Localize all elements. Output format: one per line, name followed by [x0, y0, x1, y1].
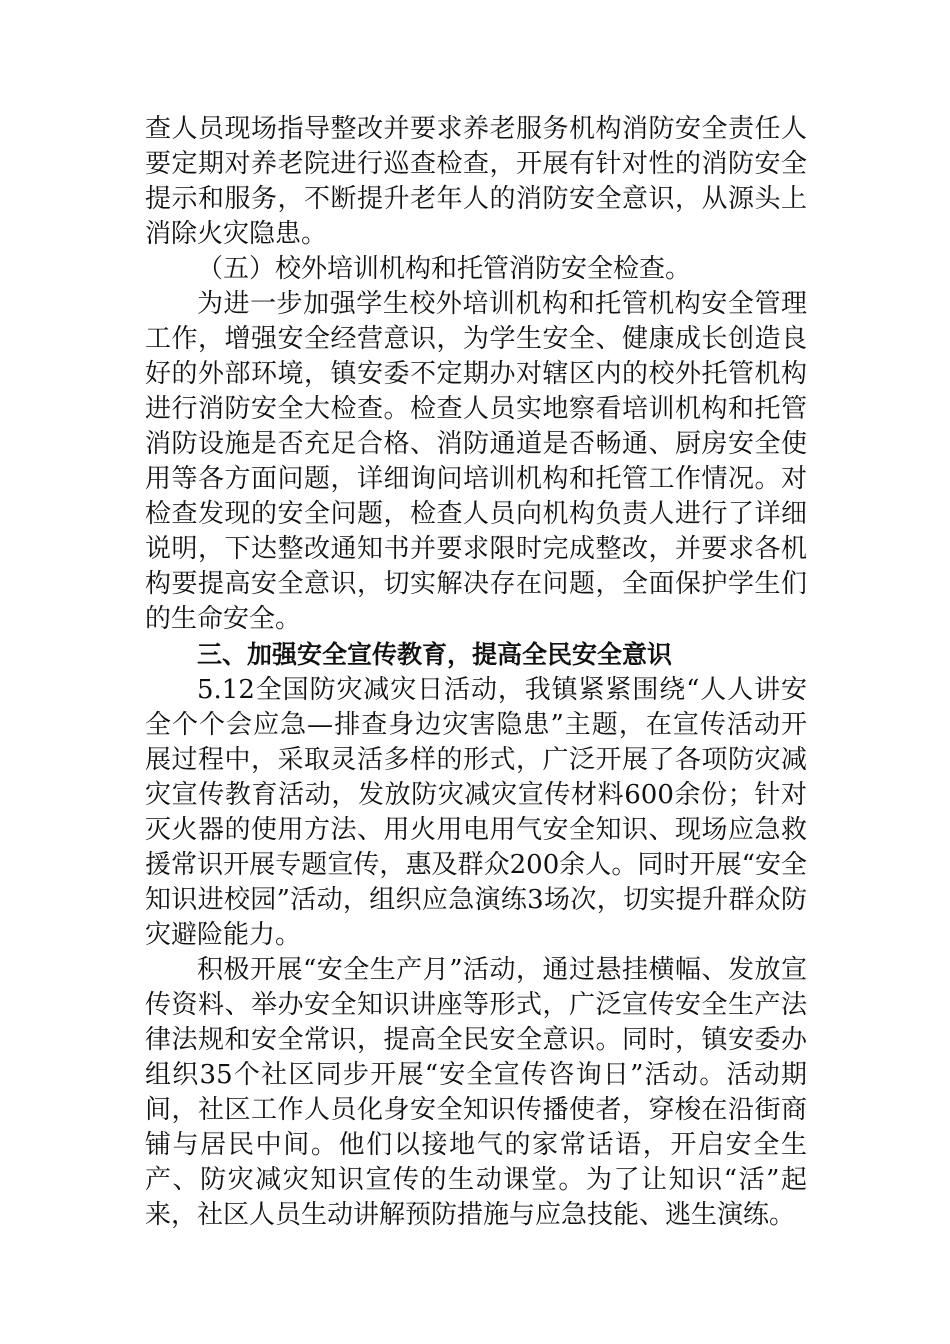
paragraph-training-inspection: 为进一步加强学生校外培训机构和托管机构安全管理工作，增强安全经营意识，为学生安全、健康成长创造良好的外部环境，镇安委不定期办对辖区内的校外托管机构进行消防安全大检查。检查人员实地察看培训机构和托管消防设施是否充足合格、消防通道是否畅通、厨房安全使用等各方面问题，详细询问培训机构和托管工作情况。对检查发现的安全问题，检查人员向机构负责人进行了详细说明，下达整改通知书并要求限时完成整改，并要求各机构要提高安全意识，切实解决存在问题，全面保护学生们的生命安全。 [145, 289, 807, 634]
section-subheading: （五）校外培训机构和托管消防安全检查。 [197, 254, 692, 284]
paragraph-disaster-prevention-day: 5.12全国防灾减灾日活动，我镇紧紧围绕“人人讲安全个个会应急—排查身边灾害隐患”主题，在宣传活动开展过程中，采取灵活多样的形式，广泛开展了各项防灾减灾宣传教育活动，发放防灾减灾宣传材料600余份；针对灭火器的使用方法、用火用电用气安全知识、现场应急救援常识开展专题宣传，惠及群众200余人。同时开展“安全知识进校园”活动，组织应急演练3场次，切实提升群众防灾避险能力。 [145, 675, 807, 950]
section-heading: 三、加强安全宣传教育，提高全民安全意识 [197, 640, 673, 669]
document-page [145, 112, 807, 1233]
paragraph-safety-month: 积极开展“安全生产月”活动，通过悬挂横幅、发放宣传资料、举办安全知识讲座等形式，广泛宣传安全生产法律法规和安全常识，提高全民安全意识。同时，镇安委办组织35个社区同步开展“安全宣传咨询日”活动。活动期间，社区工作人员化身安全知识传播使者，穿梭在沿街商铺与居民中间。他们以接地气的家常话语，开启安全生产、防灾减灾知识宣传的生动课堂。为了让知识“活”起来，社区人员生动讲解预防措施与应急技能、逃生演练。 [145, 955, 807, 1230]
paragraph-continuation: 查人员现场指导整改并要求养老服务机构消防安全责任人要定期对养老院进行巡查检查，开展有针对性的消防安全提示和服务，不断提升老年人的消防安全意识，从源头上消除火灾隐患。 [145, 114, 807, 249]
